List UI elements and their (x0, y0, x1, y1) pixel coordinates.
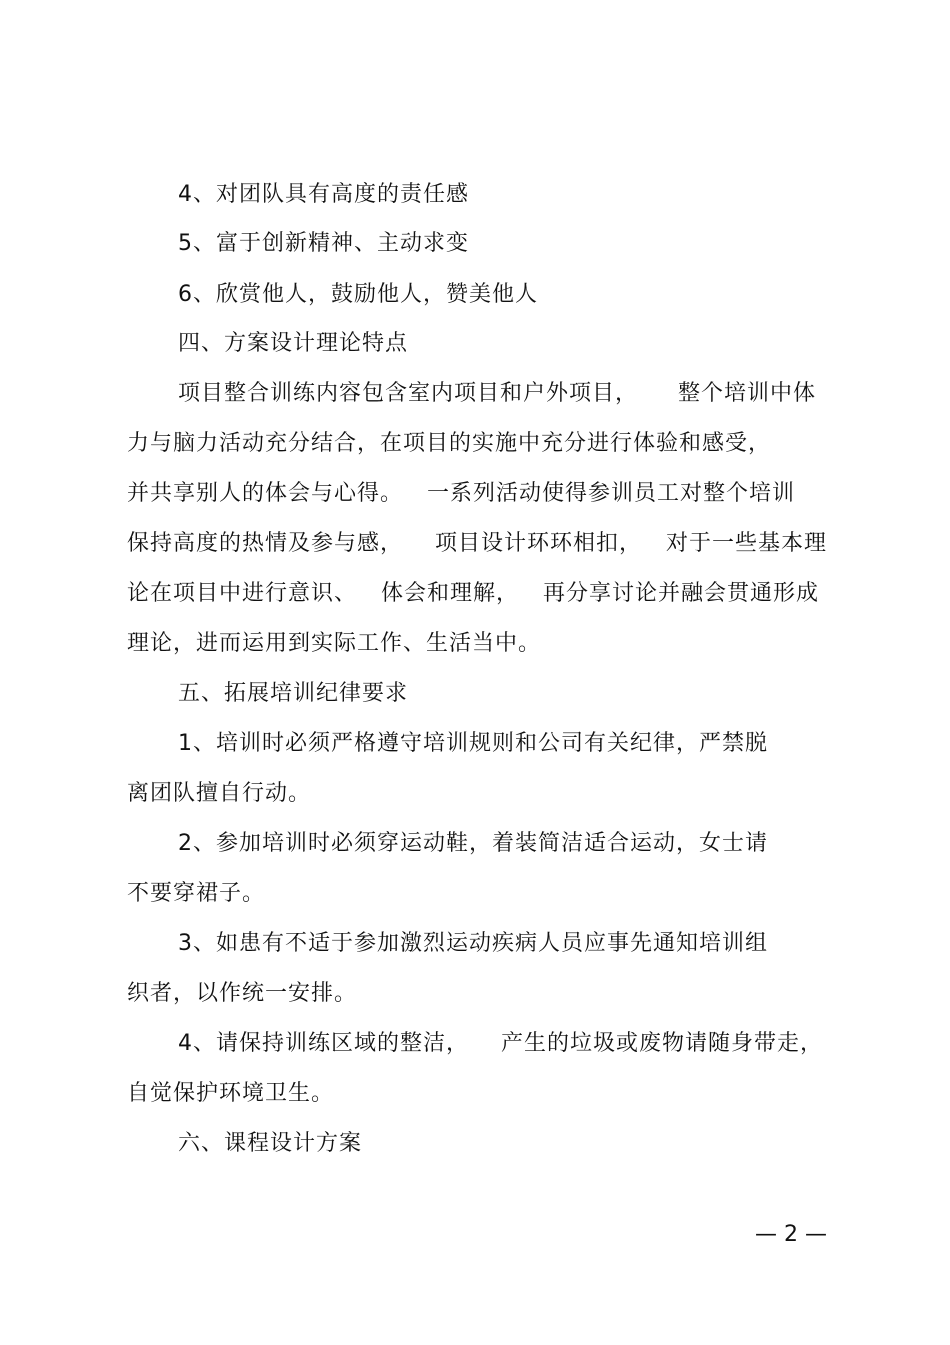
text-line-7: 并共享别人的体会与心得。 一系列活动使得参训员工对整个培训 (127, 481, 795, 506)
text-line-13: 离团队擅自行动。 (127, 781, 312, 806)
text-line-10: 理论，进而运用到实际工作、生活当中。 (127, 631, 542, 656)
text-line-9: 论在项目中进行意识、 体会和理解， 再分享讨论并融会贯通形成 (127, 581, 819, 606)
text-line-5: 项目整合训练内容包含室内项目和户外项目， 整个培训中体 (178, 381, 816, 406)
text-line-6: 力与脑力活动充分结合，在项目的实施中充分进行体验和感受， (127, 431, 772, 456)
text-line-8: 保持高度的热情及参与感， 项目设计环环相扣， 对于一些基本理 (127, 531, 827, 556)
text-line-16: 3、如患有不适于参加激烈运动疾病人员应事先通知培训组 (178, 931, 768, 956)
text-line-18: 4、请保持训练区域的整洁， 产生的垃圾或废物请随身带走， (178, 1031, 823, 1056)
section-heading-5: 五、拓展培训纪律要求 (178, 681, 409, 706)
text-line-3: 6、欣赏他人，鼓励他人，赞美他人 (178, 282, 538, 307)
text-line-15: 不要穿裙子。 (127, 881, 266, 906)
text-line-1: 4、对团队具有高度的责任感 (178, 182, 469, 207)
section-heading-6: 六、课程设计方案 (178, 1131, 363, 1156)
text-line-14: 2、参加培训时必须穿运动鞋，着装简洁适合运动，女士请 (178, 831, 768, 856)
section-heading-4: 四、方案设计理论特点 (178, 331, 409, 356)
text-line-17: 织者，以作统一安排。 (127, 981, 358, 1006)
text-line-2: 5、富于创新精神、主动求变 (178, 231, 469, 256)
text-line-12: 1、培训时必须严格遵守培训规则和公司有关纪律，严禁脱 (178, 731, 768, 756)
text-line-19: 自觉保护环境卫生。 (127, 1081, 335, 1106)
page-number: — 2 — (755, 1222, 827, 1247)
